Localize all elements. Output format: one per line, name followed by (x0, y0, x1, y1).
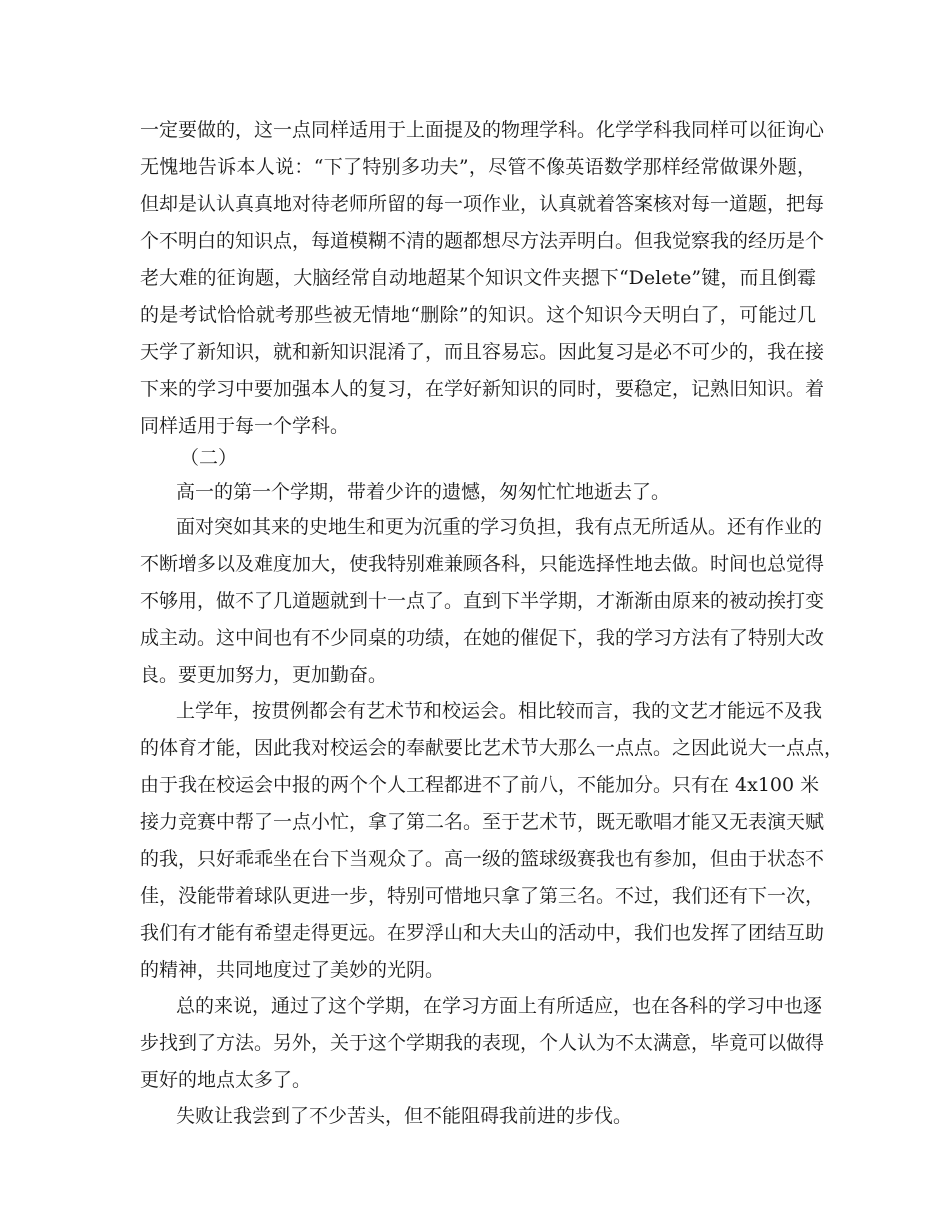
text-line: 佳，没能带着球队更进一步，特别可惜地只拿了第三名。不过，我们还有下一次， (140, 885, 825, 907)
section-heading: （二） (180, 447, 238, 469)
text-line: 的我，只好乖乖坐在台下当观众了。高一级的篮球级赛我也有参加，但由于状态不 (140, 848, 825, 870)
text-line: 的体育才能，因此我对校运会的奉献要比艺术节大那么一点点。之因此说大一点点， (140, 737, 844, 759)
text-line: 我们有才能有希望走得更远。在罗浮山和大夫山的活动中，我们也发挥了团结互助 (140, 922, 825, 944)
text-line: 下来的学习中要加强本人的复习，在学好新知识的同时，要稳定，记熟旧知识。着 (140, 378, 825, 400)
text-line: 的精神，共同地度过了美妙的光阴。 (140, 959, 445, 981)
text-line: 更好的地点太多了。 (140, 1069, 312, 1091)
paragraph-first-line: 失败让我尝到了不少苦头，但不能阻碍我前进的步伐。 (176, 1105, 633, 1127)
text-line: 不够用，做不了几道题就到十一点了。直到下半学期，才渐渐由原来的被动挨打变 (140, 590, 825, 612)
text-line: 步找到了方法。另外，关于这个学期我的表现，个人认为不太满意，毕竟可以做得 (140, 1032, 825, 1054)
text-line: 的是考试恰恰就考那些被无情地“删除”的知识。这个知识今天明白了，可能过几 (140, 304, 816, 326)
paragraph-first-line: 高一的第一个学期，带着少许的遗憾，匆匆忙忙地逝去了。 (176, 481, 671, 503)
text-line: 但却是认认真真地对待老师所留的每一项作业，认真就着答案核对每一道题，把每 (140, 193, 825, 215)
paragraph-first-line: 总的来说，通过了这个学期，在学习方面上有所适应，也在各科的学习中也逐 (176, 995, 823, 1017)
paragraph-first-line: 上学年，按贯例都会有艺术节和校运会。相比较而言，我的文艺才能远不及我 (176, 700, 823, 722)
paragraph-first-line: 面对突如其来的史地生和更为沉重的学习负担，我有点无所适从。还有作业的 (176, 516, 823, 538)
text-line: 良。要更加努力，更加勤奋。 (140, 664, 388, 686)
text-line: 接力竞赛中帮了一点小忙，拿了第二名。至于艺术节，既无歌唱才能又无表演天赋 (140, 811, 825, 833)
text-line: 一定要做的，这一点同样适用于上面提及的物理学科。化学学科我同样可以征询心 (140, 119, 825, 141)
text-line: 不断增多以及难度加大，使我特别难兼顾各科，只能选择性地去做。时间也总觉得 (140, 553, 825, 575)
text-line: 由于我在校运会中报的两个个人工程都进不了前八，不能加分。只有在 4x100 米 (140, 774, 820, 796)
text-line: 同样适用于每一个学科。 (140, 415, 350, 437)
text-line: 老大难的征询题，大脑经常自动地超某个知识文件夹摁下“Delete”键，而且倒霉 (140, 267, 816, 289)
text-line: 个不明白的知识点，每道模糊不清的题都想尽方法弄明白。但我觉察我的经历是个 (140, 230, 825, 252)
text-line: 天学了新知识，就和新知识混淆了，而且容易忘。因此复习是必不可少的，我在接 (140, 341, 825, 363)
text-line: 成主动。这中间也有不少同桌的功绩，在她的催促下，我的学习方法有了特别大改 (140, 627, 825, 649)
text-line: 无愧地告诉本人说：“下了特别多功夫”，尽管不像英语数学那样经常做课外题， (140, 156, 816, 178)
